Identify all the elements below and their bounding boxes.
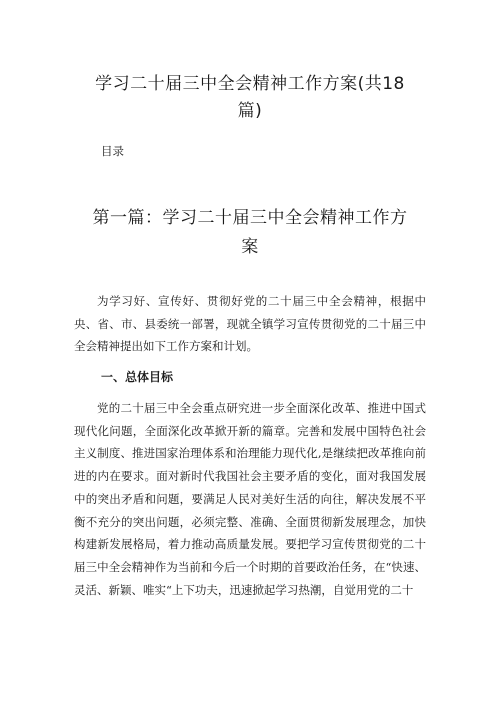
section-paragraph: 党的二十届三中全会重点研究进一步全面深化改革、推进中国式现代化问题，全面深化改革掀开新的篇章。完善和发展中国特色社会主义制度、推进国家治理体系和治理能力现代化,是继续把改革推向前进的内在要求。面对新时代我国社会主要矛盾的变化，面对我国发展中的突出矛盾和问题，要满足人民对美好生活的向往，解决发展不平衡不充分的突出问题，必须完整、准确、全面贯彻新发展理念，加快构建新发展格局，着力推动高质量发展。要把学习宣传贯彻党的二十届三中全会精神作为当前和今后一个时期的首要政治任务，在“快速、灵活、新颖、唯实“上下功夫，迅速掀起学习热潮，自觉用党的二十 [74,401,426,597]
chapter-title [72,204,428,262]
document-title [60,71,440,125]
document-title-line-2: 篇) [237,101,263,121]
chapter-title-line-2: 案 [241,237,259,257]
table-of-contents-label: 目录 [101,144,124,158]
chapter-title-line-1: 第一篇：学习二十届三中全会精神工作方 [92,208,408,228]
intro-paragraph: 为学习好、宣传好、贯彻好党的二十届三中全会精神，根据中央、省、市、县委统一部署，现就全镇学习宣传贯彻党的二十届三中全会精神提出如下工作方案和计划。 [74,294,426,354]
document-title-line-1: 学习二十届三中全会精神工作方案(共18 [95,74,405,94]
section-heading: 一、总体目标 [101,370,174,384]
